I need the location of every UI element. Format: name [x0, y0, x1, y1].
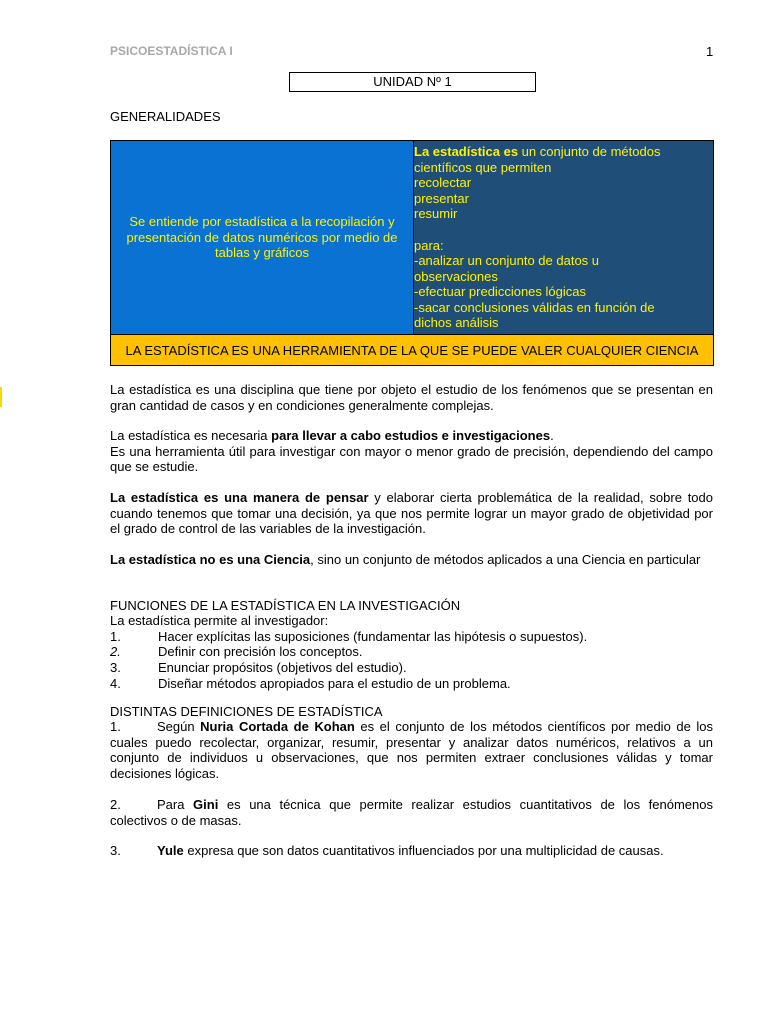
table-right-line: -sacar conclusiones válidas en función de [414, 299, 655, 315]
table-right-line: -analizar un conjunto de datos u [414, 253, 600, 269]
definition-number: 1. [110, 719, 121, 734]
list-item-text: Diseñar métodos apropiados para el estudio de un problema. [158, 676, 511, 691]
para4-bold: La estadística no es una Ciencia [110, 552, 311, 567]
paragraph-necessity [110, 428, 713, 475]
table-left-text: Se entiende por estadística a la recopilación y presentación de datos numéricos por medio de tablas y gráficos [126, 214, 398, 261]
table-right-line: científicos que permiten [414, 159, 552, 175]
table-right-line: para: [414, 237, 444, 253]
paragraph-not-science [110, 552, 713, 568]
paragraph-definition: La estadística es una disciplina que tiene por objeto el estudio de los fenómenos que se presentan en gran cantidad de casos y en condiciones generalmente complejas. [110, 382, 713, 413]
definition-yule [110, 843, 713, 859]
table-right-bold: La estadística es [414, 143, 519, 159]
definition-number: 3. [110, 843, 121, 858]
functions-intro: La estadística permite al investigador: [110, 613, 329, 628]
list-item [110, 629, 713, 645]
table-right-cell [414, 141, 714, 335]
functions-title: FUNCIONES DE LA ESTADÍSTICA EN LA INVESTIGACIÓN [110, 598, 461, 613]
list-item-text: Hacer explícitas las suposiciones (fundamentar las hipótesis o supuestos). [158, 629, 588, 644]
definition-text: expresa que son datos cuantitativos influenciados por una multiplicidad de causas. [183, 843, 664, 858]
table-right-gap [414, 222, 713, 238]
list-item [110, 660, 713, 676]
table-left-cell [111, 141, 414, 335]
table-right-line: observaciones [414, 268, 498, 284]
definitions-title: DISTINTAS DEFINICIONES DE ESTADÍSTICA [110, 704, 383, 719]
table-right-line: resumir [414, 206, 458, 222]
unit-title-box: UNIDAD Nº 1 [289, 72, 536, 92]
definition-kohan [110, 719, 713, 781]
list-item [110, 644, 713, 660]
para2-pre: La estadística es necesaria [110, 428, 272, 443]
list-item-number: 4. [110, 676, 121, 691]
definition-pre: Para [157, 797, 194, 812]
definition-table [110, 140, 714, 366]
table-right-line: -efectuar predicciones lógicas [414, 284, 586, 300]
table-bottom-cell: LA ESTADÍSTICA ES UNA HERRAMIENTA DE LA QUE SE PUEDE VALER CUALQUIER CIENCIA [111, 335, 714, 366]
definition-author: Gini [193, 797, 219, 812]
definition-text: es una técnica que permite realizar estudios cuantitativos de los fenómenos colectivos o de masas. [110, 797, 713, 828]
list-item-text: Enunciar propósitos (objetivos del estudio). [158, 660, 407, 675]
definition-pre: Según [157, 719, 201, 734]
para3-post: y elaborar cierta problemática de la realidad, sobre todo cuando tenemos que tomar una decisión, ya que nos permite lograr un mayor grado de objetividad por el grado de control de las variables de la investigación. [110, 490, 713, 537]
para2-bold: para llevar a cabo estudios e investigaciones [271, 428, 551, 443]
margin-marker [0, 387, 2, 407]
list-item-number: 2. [110, 644, 121, 659]
para2-line2: Es una herramienta útil para investigar con mayor o menor grado de precisión, dependiendo del campo que se estudie. [110, 443, 713, 475]
page-number: 1 [706, 44, 714, 59]
para4-post: , sino un conjunto de métodos aplicados a una Ciencia en particular [310, 552, 701, 567]
para2-post: . [550, 428, 554, 443]
paragraph-way-of-thinking [110, 490, 713, 537]
section-title: GENERALIDADES [110, 109, 221, 124]
para3-bold: La estadística es una manera de pensar [110, 490, 369, 505]
definition-gini [110, 797, 713, 828]
definition-number: 2. [110, 797, 121, 812]
definition-author: Yule [157, 843, 184, 858]
list-item-number: 1. [110, 629, 121, 644]
table-right-line-0 [414, 144, 713, 160]
list-item-number: 3. [110, 660, 121, 675]
document-header-title: PSICOESTADÍSTICA I [110, 44, 233, 58]
table-right-line: presentar [414, 190, 469, 206]
table-right-line: dichos análisis [414, 315, 499, 331]
definition-text: es el conjunto de los métodos científicos por medio de los cuales puedo recolectar, organizar, resumir, presentar y analizar datos numéricos, relativos a un conjunto de individuos u observaciones, que nos permiten extraer conclusiones válidas y tomar decisiones lógicas. [110, 719, 714, 781]
table-right-line-0-text: un conjunto de métodos [518, 143, 661, 159]
list-item [110, 676, 713, 692]
definition-author: Nuria Cortada de Kohan [200, 719, 355, 734]
table-right-line: recolectar [414, 175, 472, 191]
list-item-text: Definir con precisión los conceptos. [158, 644, 363, 659]
